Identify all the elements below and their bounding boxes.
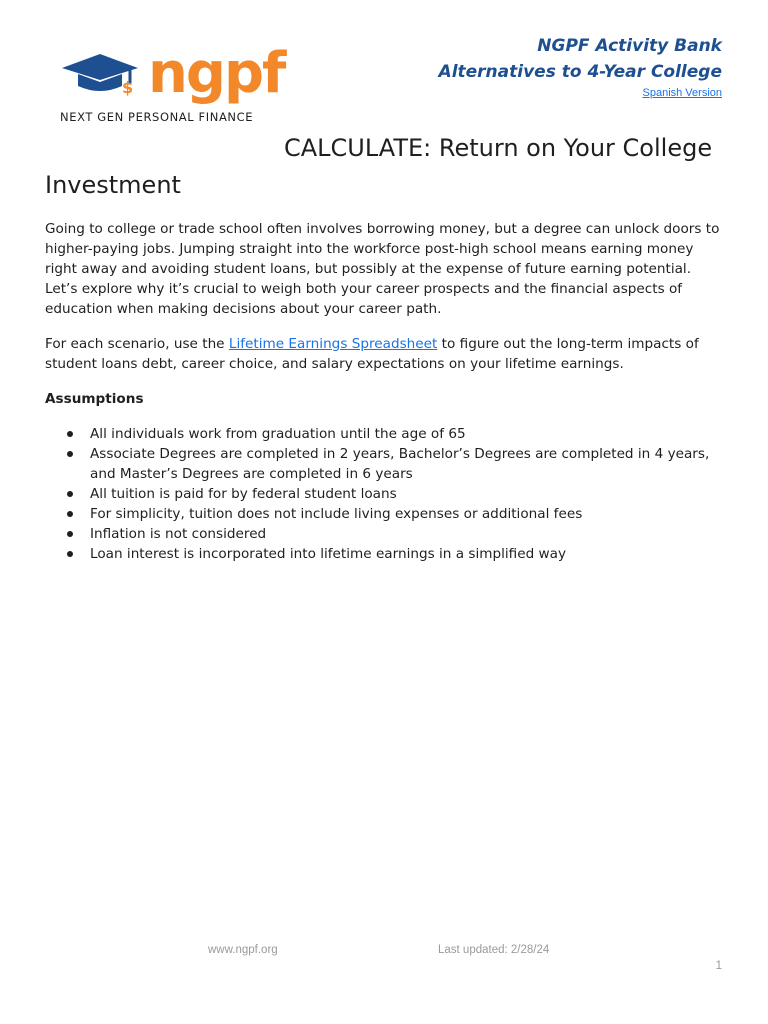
bullet-icon — [67, 451, 73, 457]
bullet-icon — [67, 551, 73, 557]
footer-url: www.ngpf.org — [208, 944, 278, 956]
unit-title: Alternatives to 4-Year College — [438, 62, 722, 82]
scenario-paragraph — [45, 334, 725, 374]
bullet-icon — [67, 431, 73, 437]
logo-wordmark: ngpf — [148, 41, 285, 106]
list-item — [45, 484, 725, 504]
bullet-icon — [67, 511, 73, 517]
bullet-icon — [67, 531, 73, 537]
list-item — [45, 444, 725, 484]
intro-paragraph: Going to college or trade school often involves borrowing money, but a degree can unlock doors to higher-paying jobs. Jumping straight into the workforce post-high school means earning money right away and avoiding student loans, but possibly at the expense of future earning potential. Let’s explore why it’s crucial to weigh both your career prospects and the financial aspects of education when making decisions about your career path. — [45, 221, 720, 317]
lifetime-earnings-spreadsheet-link[interactable]: Lifetime Earnings Spreadsheet — [228, 336, 438, 352]
bullet-icon — [67, 491, 73, 497]
list-item-text: All tuition is paid for by federal student loans — [90, 486, 397, 502]
assumptions-list — [45, 424, 725, 564]
list-item — [45, 424, 725, 444]
svg-text:$: $ — [122, 78, 134, 96]
ngpf-logo — [60, 41, 285, 128]
scenario-text-after: to figure out the long-term impacts of student loans debt, career choice, and salary expectations on your lifetime earnings. — [45, 336, 699, 372]
activity-bank-label: NGPF Activity Bank — [537, 36, 722, 56]
scenario-text-before: For each scenario, use the — [45, 336, 229, 352]
graduation-cap-dollar-icon — [60, 46, 144, 96]
list-item-text: For simplicity, tuition does not include living expenses or additional fees — [90, 506, 583, 522]
main-content — [45, 219, 725, 564]
list-item — [45, 544, 725, 564]
list-item-text: All individuals work from graduation until the age of 65 — [90, 426, 466, 442]
spanish-version-link[interactable]: Spanish Version — [642, 87, 722, 99]
page-title: CALCULATE: Return on Your College Investment — [45, 134, 713, 199]
list-item — [45, 524, 725, 544]
list-item — [45, 504, 725, 524]
logo-tagline: NEXT GEN PERSONAL FINANCE — [60, 110, 254, 124]
header-block — [439, 33, 722, 99]
page-number: 1 — [715, 960, 722, 972]
assumptions-heading: Assumptions — [45, 391, 144, 407]
list-item-text: Associate Degrees are completed in 2 years, Bachelor’s Degrees are completed in 4 years, and Master’s Degrees are completed in 6 years — [90, 446, 710, 482]
list-item-text: Inflation is not considered — [90, 526, 267, 542]
footer-last-updated: Last updated: 2/28/24 — [438, 944, 550, 956]
list-item-text: Loan interest is incorporated into lifetime earnings in a simplified way — [90, 546, 567, 562]
